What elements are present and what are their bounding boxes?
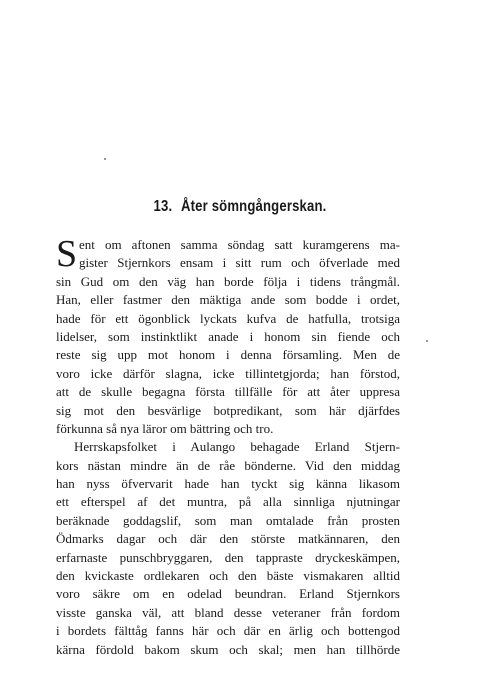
chapter-title: Åter sömngångerskan. bbox=[180, 198, 327, 215]
text-line: voro icke därför slagna, icke tillintetgjorda; han förstod, bbox=[56, 365, 400, 381]
text-line: i bordets fälttåg fanns här och där en ärlig och bottengod bbox=[56, 623, 400, 639]
text-line: hade för ett ögonblick lyckats kufva de hatfulla, trotsiga bbox=[56, 310, 400, 326]
text-line: voro säkre om en odelad beundran. Erland Stjernkors bbox=[56, 586, 400, 602]
text-line: ent om aftonen samma söndag satt kuramgerens ma- bbox=[79, 237, 400, 252]
body-text bbox=[56, 233, 400, 659]
text-line: kärna fördold bakom skum och skal; men han tillhörde bbox=[56, 641, 400, 657]
text-line: Ödmarks dagar och där den störste matkännaren, den bbox=[56, 531, 400, 547]
text-line: Herrskapsfolket i Aulango behagade Erland Stjern- bbox=[74, 439, 400, 455]
text-line: ett efterspel af det muntra, på alla sinnliga njutningar bbox=[56, 494, 400, 510]
text-line: sig mot den besvärlige botpredikant, som här djärfdes bbox=[56, 402, 400, 418]
text-line: erfarnaste punschbryggaren, den tappraste dryckeskämpen, bbox=[56, 549, 400, 565]
text-line: lidelser, som instinktlikt anade i honom sin fiende och bbox=[56, 328, 400, 344]
text-line: att de skulle begagna första tillfälle för att åter uppresa bbox=[56, 384, 400, 400]
text-line: sin Gud om den väg han borde följa i tidens trångmål. bbox=[56, 273, 400, 289]
text-line: visste ganska väl, att bland desse veteraner från fordom bbox=[56, 604, 400, 620]
text-line: beräknade goddagslif, som man omtalade från prosten bbox=[56, 512, 400, 528]
text-line: den kvickaste ordlekaren och den bäste vismakaren alltid bbox=[56, 568, 400, 584]
text-line: Han, eller fastmer den mäktiga ande som bodde i ordet, bbox=[56, 292, 400, 308]
chapter-heading bbox=[43, 198, 437, 216]
text-line: reste sig upp mot honom i denna församling. Men de bbox=[56, 347, 400, 363]
text-line: kors nästan mindre än de råe bönderne. Vid den middag bbox=[56, 457, 400, 473]
print-speck bbox=[426, 340, 428, 342]
text-line: förkunna så nya läror om bättring och tro. bbox=[56, 420, 274, 436]
print-speck bbox=[104, 158, 106, 160]
text-line: han nyss öfvervarit hade han tyckt sig känna likasom bbox=[56, 476, 400, 492]
drop-cap: S bbox=[56, 233, 78, 275]
text-line: gister Stjernkors ensam i sitt rum och öfverlade med bbox=[79, 255, 400, 271]
chapter-number: 13. bbox=[153, 198, 173, 215]
